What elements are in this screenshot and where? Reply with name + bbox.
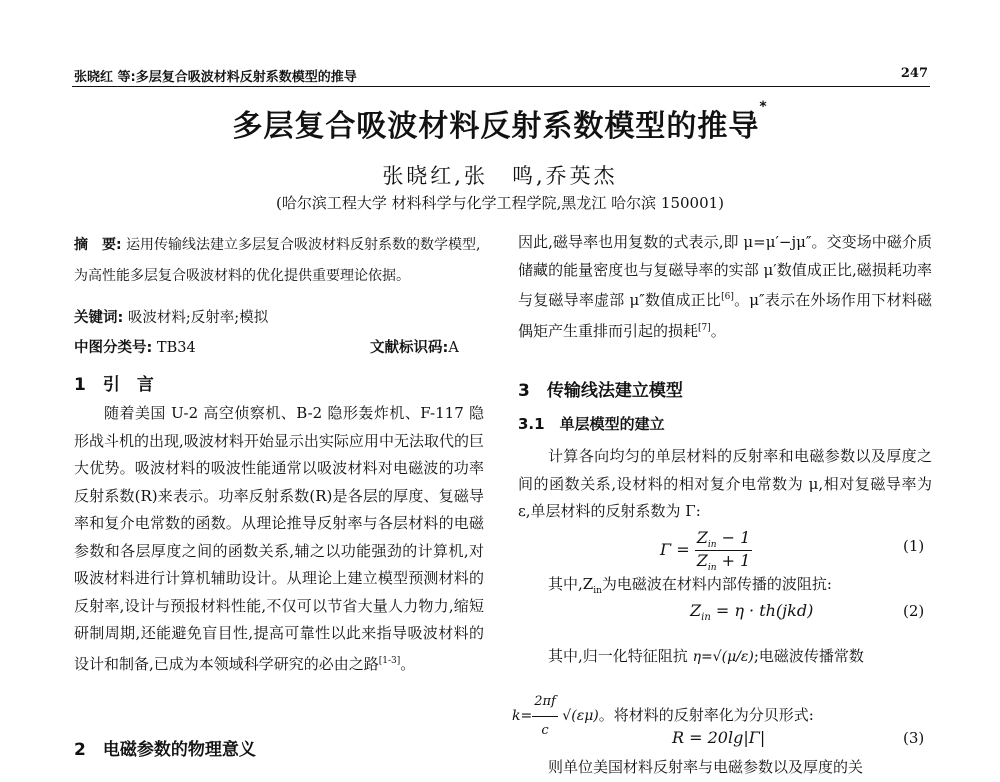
section-1-heading: 1 引 言 [74,375,154,395]
page-number: 247 [900,66,928,81]
running-title: 张晓红 等:多层复合吸波材料反射系数模型的推导 [74,70,357,85]
loss-text-end: 。 [710,321,726,340]
equation-2: $Z_{in} = \eta \cdot th(jkd)$ [690,601,814,624]
abstract-text: 运用传输线法建立多层复合吸波材料反射系数的数学模型,为高性能多层复合吸波材料的优化提供重要理论依据。 [74,237,481,284]
equation-1: Γ = $\frac{Z_{in} - 1}{Z_{in} + 1}$ [660,528,751,574]
permeability-text: 因此,磁导率也用复数的式表示,即 μ=μ′−jμ″。交变场中磁介质储藏的能量密度也与复磁导率的实部 μ′数值成正比,磁损耗功率与复磁导率虚部 μ″数值成正比 [518,233,932,309]
k-text: k= $\frac{2\pi f}{c}$ √(εμ)。将材料的反射率化为分贝形式: [512,688,932,744]
impedance-text: 其中$,Z_{in}$为电磁波在材料内部传播的波阻抗: [548,575,832,596]
citation-6: [6] [721,292,734,302]
abstract [74,230,484,292]
equation-3-number: (3) [903,729,925,747]
equation-3: R = 20lg|Γ| [672,728,766,747]
citation-7: [7] [698,322,711,333]
clc-label: 中图分类号: [74,340,153,356]
clc-value: TB34 [156,340,196,356]
title-text: 多层复合吸波材料反射系数模型的推导 [232,109,760,144]
loss-text: 。μ″表示在外场作用下材料磁偶矩产生重排而引起的损耗 [518,291,933,340]
header-rule [72,86,930,87]
equation-1-number: (1) [903,537,925,555]
right-column-paragraph [518,229,932,345]
keywords-text: 吸波材料;反射率;模拟 [127,310,269,326]
single-layer-text: 计算各向均匀的单层材料的反射率和电磁参数以及厚度之间的函数关系,设材料的相对复介电常数为 μ,相对复磁导率为 ε,单层材料的反射系数为 Γ: [518,447,932,520]
keywords [74,306,268,327]
section-3-1-text [518,443,932,526]
intro-paragraph-end: 。 [400,654,416,673]
cut-off-text: 则单位美国材料反射率与电磁参数以及厚度的关 [548,758,864,776]
document-code [370,336,459,357]
authors: 张晓红,张 鸣,乔英杰 [382,164,618,188]
section-2-heading: 2 电磁参数的物理意义 [74,740,256,760]
equation-2-number: (2) [903,602,925,620]
affiliation: (哈尔滨工程大学 材料科学与化学工程学院,黑龙江 哈尔滨 150001) [275,194,725,212]
abstract-label: 摘 要: [74,237,122,253]
paper-title [0,101,1000,145]
keywords-label: 关键词: [74,310,124,326]
section-1-text [74,400,484,678]
intro-citation: [1-3] [378,655,401,666]
section-3-1-heading: 3.1 单层模型的建立 [518,415,665,433]
clc-number [74,336,196,357]
title-footnote-mark: * [759,99,768,115]
eta-text: 其中,归一化特征阻抗 η=√(μ/ε);电磁波传播常数 [548,647,864,665]
doc-code-label: 文献标识码: [370,340,449,356]
intro-paragraph: 随着美国 U-2 高空侦察机、B-2 隐形轰炸机、F-117 隐形战斗机的出现,吸波材料开始显示出实际应用中无法取代的巨大优势。吸波材料的吸波性能通常以吸波材料对电磁波的功率反射系数(R)来表示。功率反射系数(R)是各层的厚度、复磁导率和复介电常数的函数。从理论推导反射率与各层材料的电磁参数和各层厚度之间的函数关系,辅之以功能强劲的计算机,对吸波材料进行计算机辅助设计。从理论上建立模型预测材料的反射率,设计与预报材料性能,不仅可以节省大量人力物力,缩短研制周期,还能避免盲目性,提高可靠性以此来指导吸波材料的设计和制备,已成为本领域科学研究的必由之路 [74,404,484,673]
doc-code-value: A [448,340,459,356]
section-3-heading: 3 传输线法建立模型 [518,381,683,401]
